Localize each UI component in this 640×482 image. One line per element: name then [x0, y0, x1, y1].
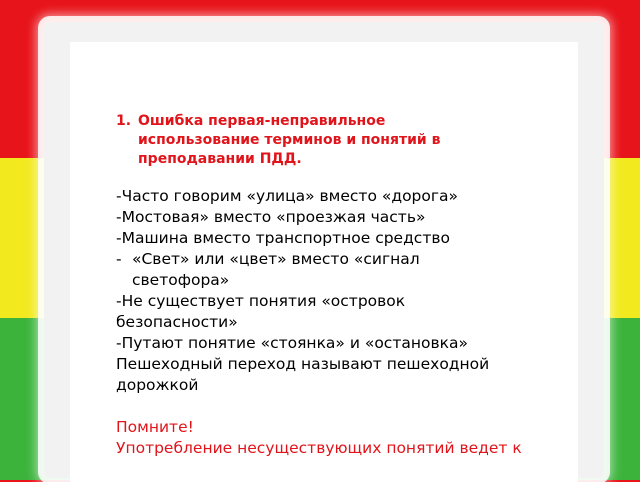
slide-title [116, 112, 556, 169]
text-line: -Путают понятие «стоянка» и «остановка» [116, 334, 468, 352]
bullet-text [132, 249, 420, 291]
bullet-mark: - [116, 250, 122, 268]
title-number: 1. [116, 113, 132, 129]
text-line: -Часто говорим «улица» вместо «дорога» [116, 187, 459, 205]
text-line: -Машина вместо транспортное средство [116, 229, 450, 247]
text-line: безопасности» [116, 313, 238, 331]
slide-text [116, 112, 556, 459]
title-line: Ошибка первая-неправильное [138, 113, 386, 129]
text-line: дорожкой [116, 376, 199, 394]
bullet-line: светофора» [132, 271, 230, 289]
text-line: -Мостовая» вместо «проезжая часть» [116, 208, 426, 226]
remember-heading: Помните! [116, 418, 194, 436]
remember-text: Употребление несуществующих понятий ведет к [116, 439, 522, 457]
title-text [138, 112, 440, 169]
text-line: Пешеходный переход называют пешеходной [116, 355, 490, 373]
text-line: -Не существует понятия «островок [116, 292, 406, 310]
bullet-item [116, 249, 556, 291]
title-line: использование терминов и понятий в [138, 132, 441, 148]
bullet-line: «Свет» или «цвет» вместо «сигнал [132, 250, 420, 268]
title-line: преподавании ПДД. [138, 151, 302, 167]
